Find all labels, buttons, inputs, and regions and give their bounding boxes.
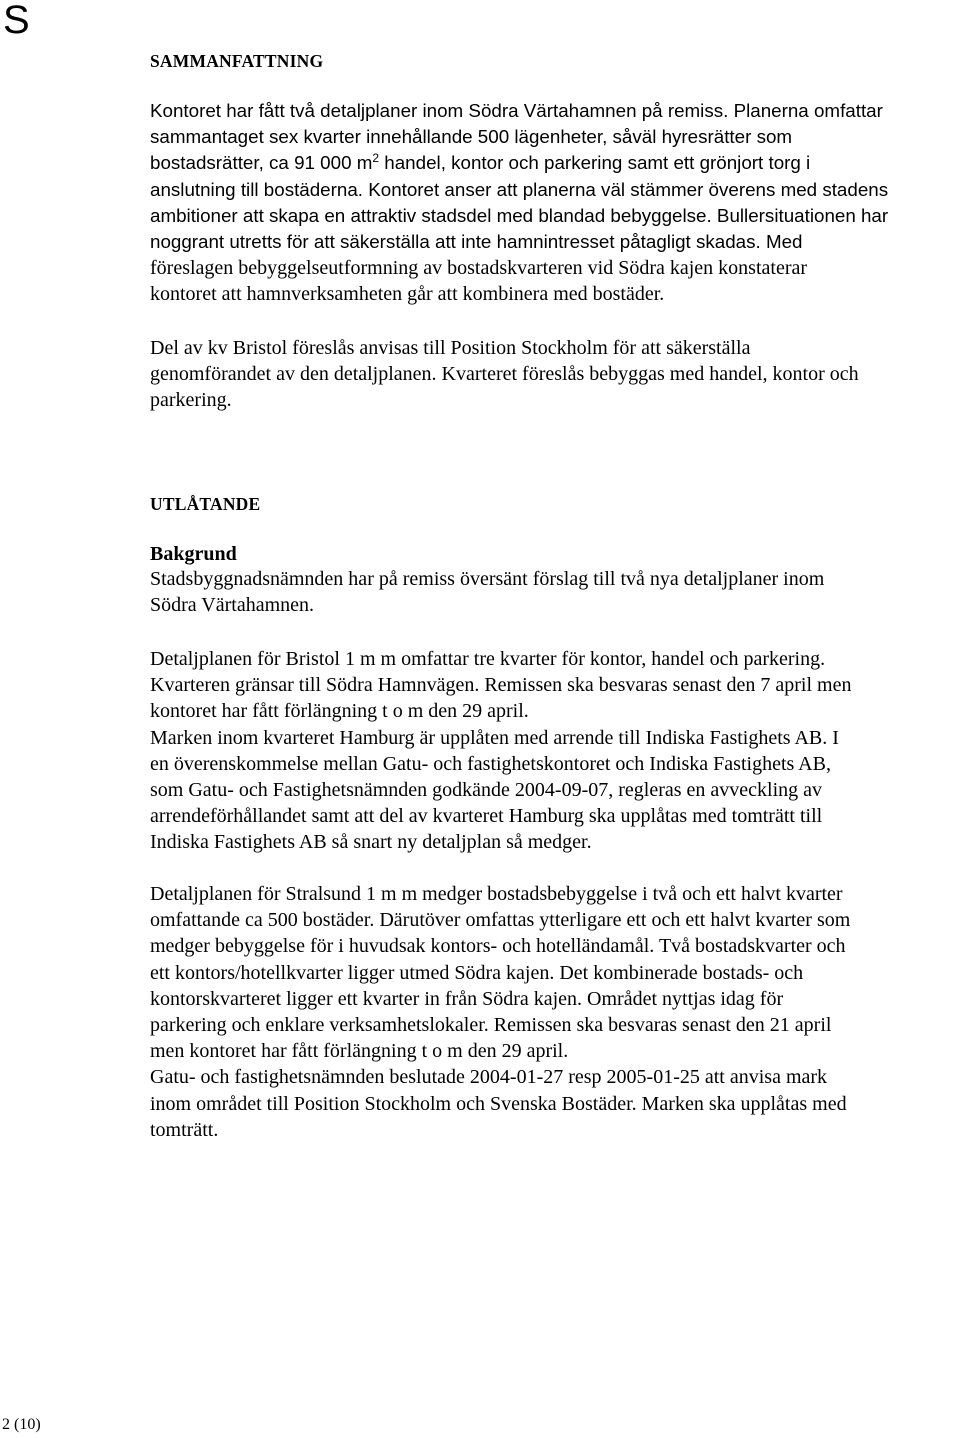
text-line: medger bebyggelse för i huvudsak kontors- och hotelländamål. Två bostadskvarter och [150,935,846,958]
text-segment: anslutning till bostäderna. [150,178,363,200]
text-line: ett kontors/hotellkvarter ligger utmed Södra kajen. Det kombinerade bostads- och [150,961,804,984]
page-number: 2 (10) [2,1416,41,1433]
statement-paragraph-2 [150,646,950,856]
text-line: kontorskvarteret ligger ett kvarter in från Södra kajen. Området nyttjas idag för [150,987,784,1010]
text-line: genomförandet av den detaljplanen. Kvarteret föreslås bebyggas med handel, kontor och [150,363,859,386]
text-line: noggrant utretts för att säkerställa att inte hamnintresset påtagligt skadas. Med [150,231,803,253]
text-segment: bostadsrätter, ca 91 000 m [150,152,373,174]
superscript: 2 [372,151,380,166]
summary-heading: SAMMANFATTNING [150,51,324,71]
summary-paragraph-2 [150,335,950,414]
text-line: Detaljplanen för Stralsund 1 m m medger bostadsbebyggelse i två och ett halvt kvarter [150,883,843,905]
text-line: Kvarteren gränsar till Södra Hamnvägen. Remissen ska besvaras senast den 7 april men [150,674,852,697]
text-line: tomträtt. [150,1118,219,1141]
statement-heading: UTLÅTANDE [150,494,261,514]
text-line: som Gatu- och Fastighetsnämnden godkände 2004-09-07, regleras en avveckling av [150,779,823,802]
text-line: Del av kv Bristol föreslås anvisas till Position Stockholm för att säkerställa [150,337,751,359]
text-line: Stadsbyggnadsnämnden har på remiss översänt förslag till två nya detaljplaner inom [150,568,825,590]
text-segment: handel, kontor och parkering samt ett grönjort torg i [379,152,811,174]
text-line: parkering och enklare verksamhetslokaler. Remissen ska besvaras senast den 21 april [150,1014,832,1037]
text-line: arrendeförhållandet samt att del av kvarteret Hamburg ska upplåtas med tomträtt till [150,805,823,828]
text-line: Marken inom kvarteret Hamburg är upplåten med arrende till Indiska Fastighets AB. I [150,726,839,749]
text-line: kontoret har fått förlängning t o m den 29 april. [150,700,529,723]
text-line: Gatu- och fastighetsnämnden beslutade 2004-01-27 resp 2005-01-25 att anvisa mark [150,1066,828,1089]
text-line: inom området till Position Stockholm och Svenska Bostäder. Marken ska upplåtas med [150,1092,847,1115]
text-line: men kontoret har fått förlängning t o m den 29 april. [150,1040,569,1063]
text-segment: Kontoret anser att planerna väl stämmer överens med stadens [363,178,889,200]
text-line [150,177,950,203]
text-line: Indiska Fastighets AB så snart ny detaljplan så medger. [150,831,592,854]
background-heading: Bakgrund [150,543,237,565]
text-line: en överenskommelse mellan Gatu- och fastighetskontoret och Indiska Fastighets AB, [150,752,831,775]
text-line: ambitioner att skapa en attraktiv stadsdel med blandad bebyggelse. Bullersituationen har [150,204,889,226]
text-line: föreslagen bebyggelseutformning av bostadskvarteren vid Södra kajen konstaterar [150,257,808,280]
summary-paragraph-1 [150,98,950,308]
text-line [150,150,950,176]
text-line: sammantaget sex kvarter innehållande 500 lägenheter, såväl hyresrätter som [150,126,793,148]
statement-paragraph-3 [150,881,950,1143]
text-line: omfattande ca 500 bostäder. Därutöver omfattas ytterligare ett och ett halvt kvarter som [150,909,851,932]
text-line: kontoret att hamnverksamheten går att kombinera med bostäder. [150,283,665,306]
text-line: Detaljplanen för Bristol 1 m m omfattar tre kvarter för kontor, handel och parkering. [150,648,826,670]
page-letter: S [3,0,30,42]
text-line: parkering. [150,389,232,412]
text-line: Södra Värtahamnen. [150,594,315,617]
statement-paragraph-1 [150,566,950,618]
text-line: Kontoret har fått två detaljplaner inom Södra Värtahamnen på remiss. Planerna omfattar [150,100,883,121]
